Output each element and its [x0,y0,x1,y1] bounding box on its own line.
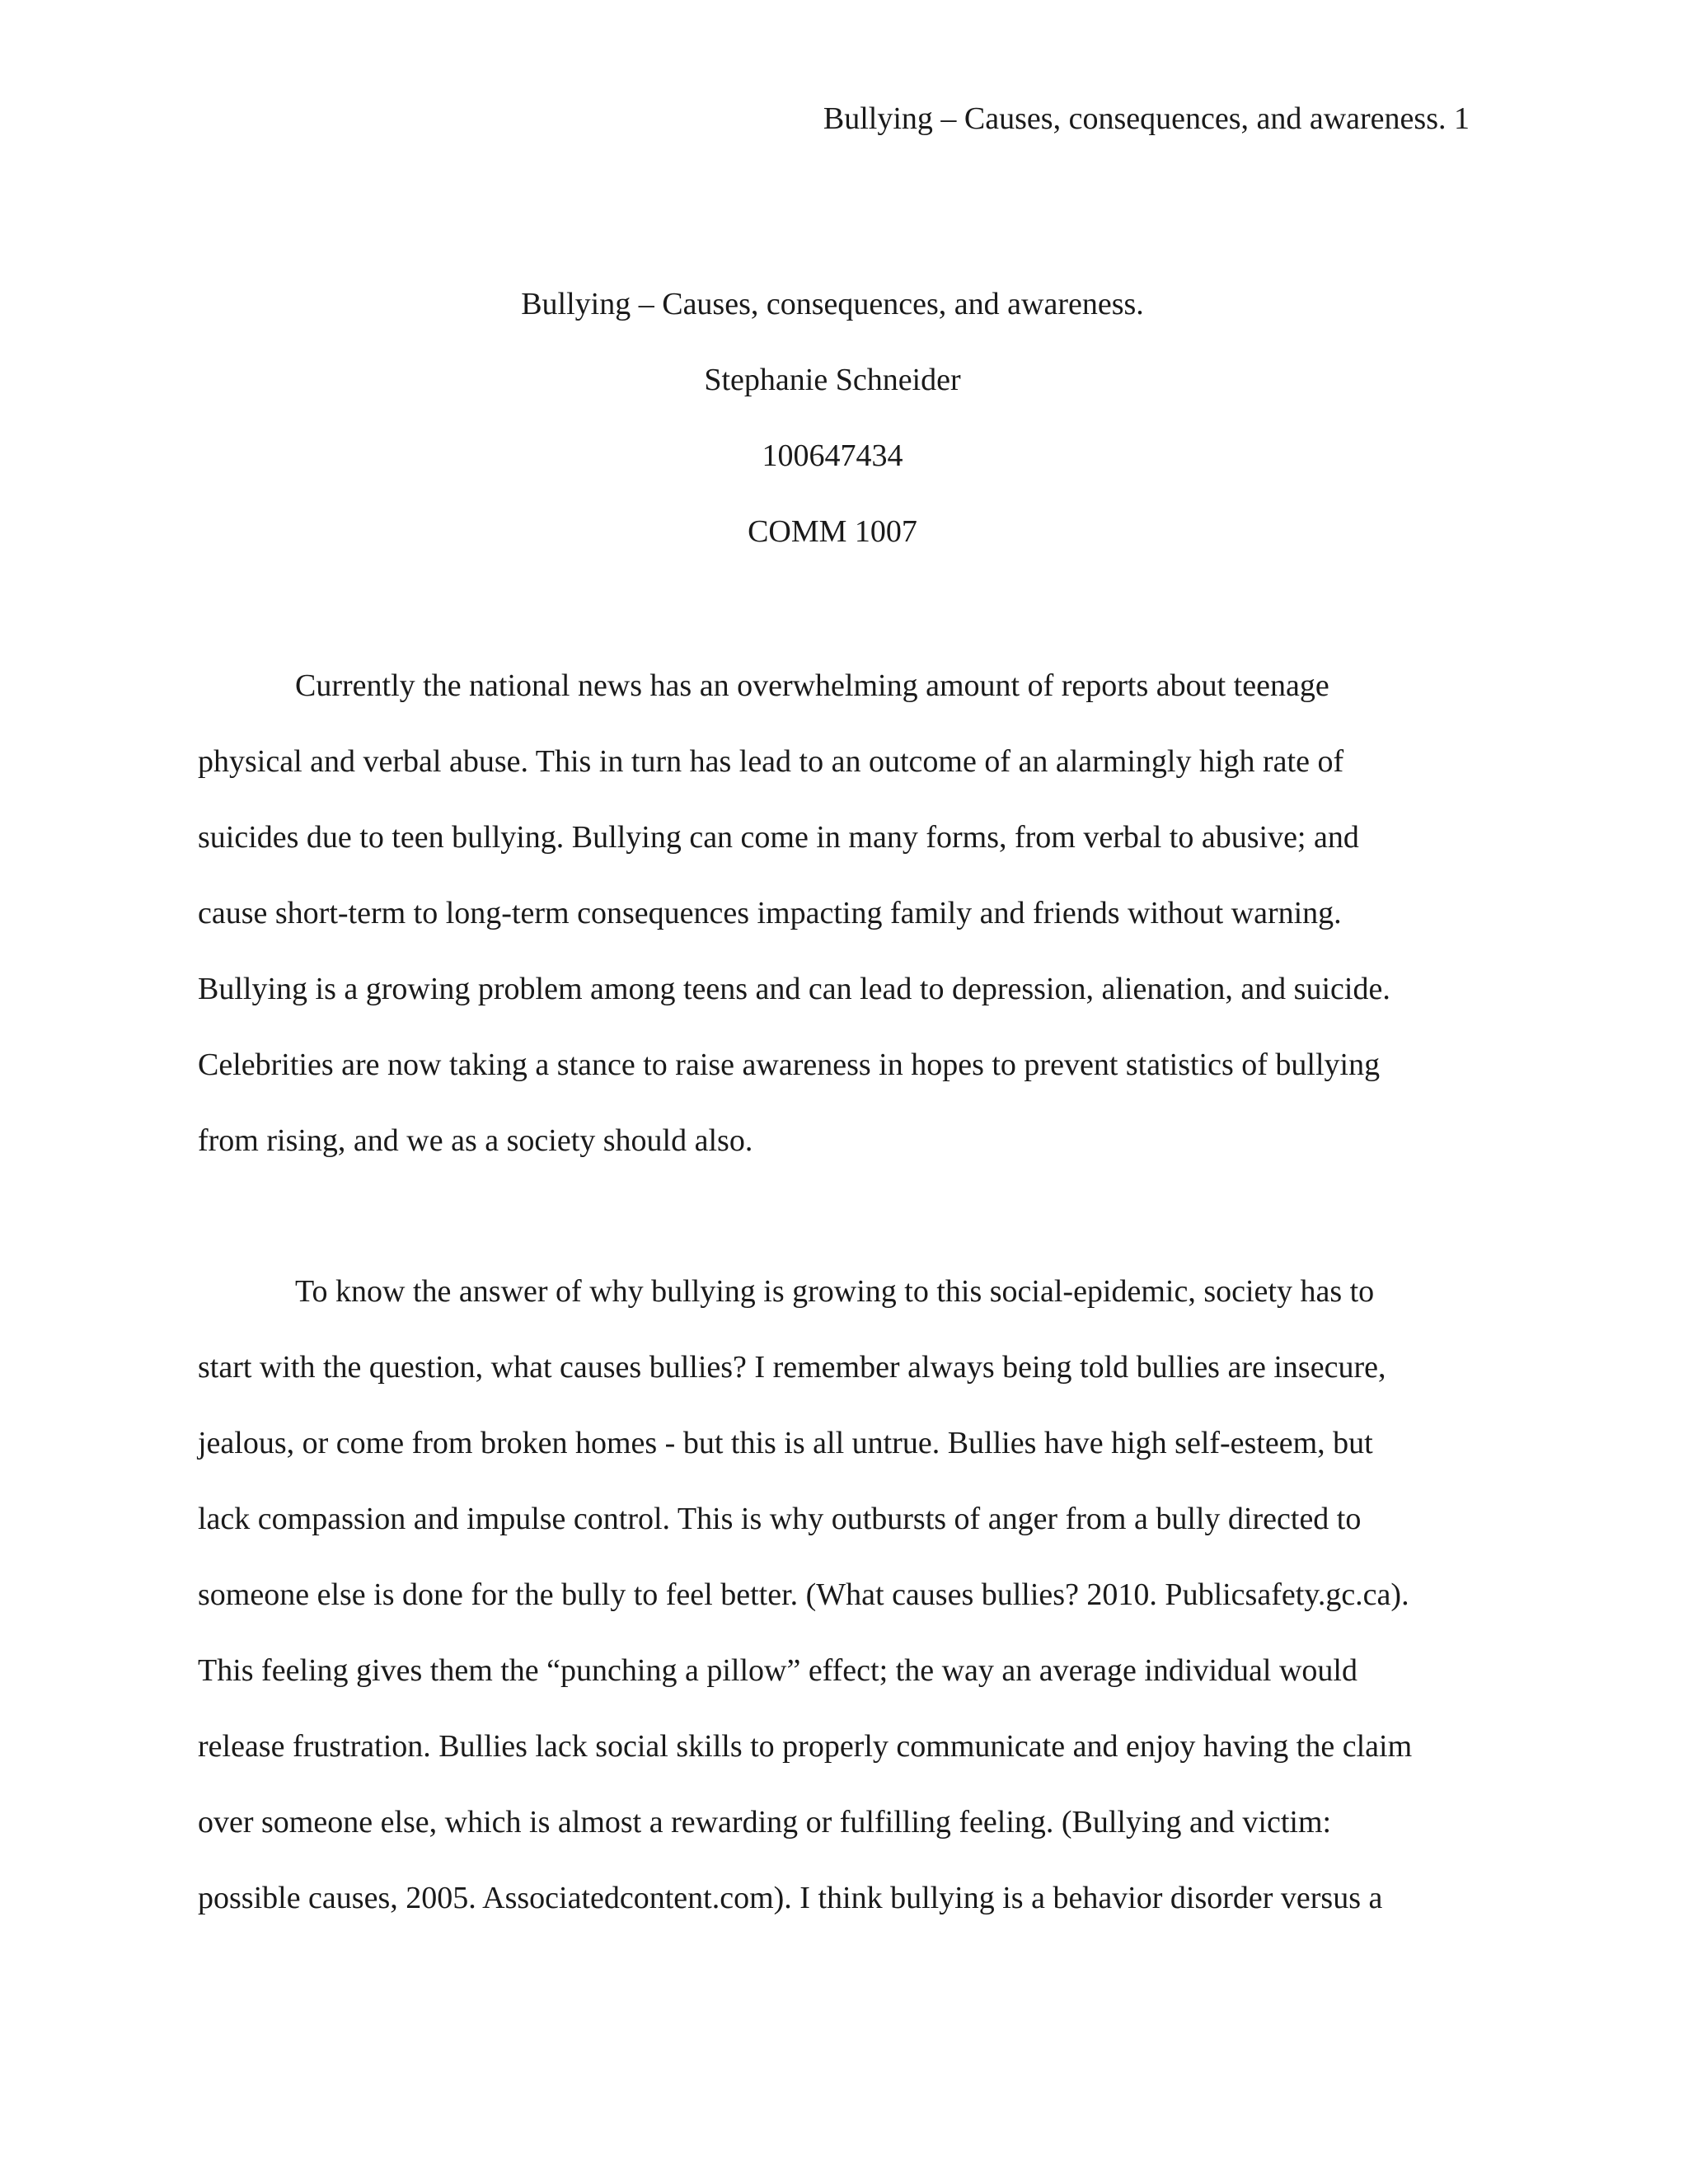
paragraph-line: someone else is done for the bully to feel better. (What causes bullies? 2010. Publicsafety.gc.ca). [198,1577,1409,1612]
paragraph-line: This feeling gives them the “punching a pillow” effect; the way an average individual would [198,1653,1357,1688]
paragraph-line: To know the answer of why bullying is growing to this social-epidemic, society has to [295,1274,1375,1309]
paragraph-line: cause short-term to long-term consequences impacting family and friends without warning. [198,896,1342,930]
paragraph-line: from rising, and we as a society should also. [198,1123,753,1158]
paragraph-line: lack compassion and impulse control. This is why outbursts of anger from a bully directed to [198,1502,1362,1536]
course-code: COMM 1007 [748,514,917,549]
title-block [198,283,1467,586]
paragraph-line: jealous, or come from broken homes - but this is all untrue. Bullies have high self-esteem, but [198,1426,1373,1460]
paragraph-line: start with the question, what causes bullies? I remember always being told bullies are insecure, [198,1350,1386,1385]
running-head: Bullying – Causes, consequences, and awareness. 1 [823,101,1470,136]
student-id: 100647434 [762,438,903,473]
document-title: Bullying – Causes, consequences, and awareness. [521,287,1144,321]
author-name: Stephanie Schneider [704,363,961,397]
paragraph-line: Currently the national news has an overwhelming amount of reports about teenage [295,668,1329,703]
paragraph-line: Celebrities are now taking a stance to raise awareness in hopes to prevent statistics of bullying [198,1047,1381,1082]
paragraph-line: possible causes, 2005. Associatedcontent.com). I think bullying is a behavior disorder versus a [198,1881,1383,1915]
paragraph-line: release frustration. Bullies lack social skills to properly communicate and enjoy having the claim [198,1729,1413,1764]
paragraph-line: suicides due to teen bullying. Bullying can come in many forms, from verbal to abusive; and [198,820,1359,855]
paragraph-line: physical and verbal abuse. This in turn has lead to an outcome of an alarmingly high rate of [198,744,1344,779]
paragraph-line: over someone else, which is almost a rewarding or fulfilling feeling. (Bullying and victim: [198,1805,1332,1840]
paragraph-line: Bullying is a growing problem among teens and can lead to depression, alienation, and suicide. [198,972,1390,1006]
paragraph-2 [198,1270,1484,1952]
paragraph-1 [198,664,1484,1195]
